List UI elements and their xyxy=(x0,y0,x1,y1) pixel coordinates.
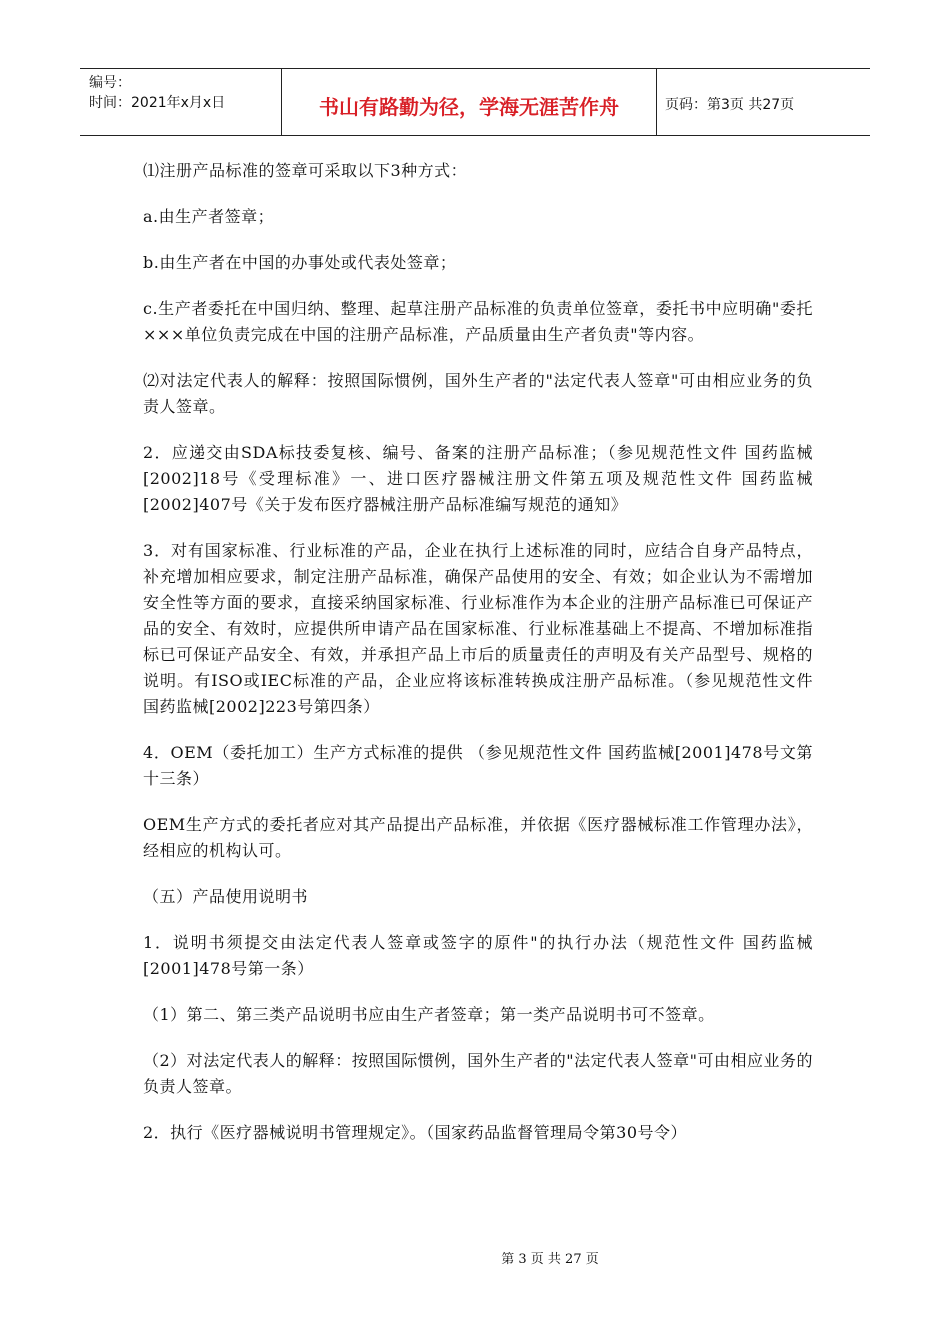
paragraph: b.由生产者在中国的办事处或代表处签章； xyxy=(143,253,457,272)
header-meta xyxy=(80,69,282,135)
paragraph: a.由生产者签章； xyxy=(143,207,275,226)
section-heading: （五）产品使用说明书 xyxy=(143,887,309,906)
paragraph: （2）对法定代表人的解释：按照国际惯例，国外生产者的"法定代表人签章"可由相应业务的负责人签章。 xyxy=(143,1051,813,1096)
paragraph: c.生产者委托在中国归纳、整理、起草注册产品标准的负责单位签章，委托书中应明确"委托×××单位负责完成在中国的注册产品标准，产品质量由生产者负责"等内容。 xyxy=(143,299,813,344)
paragraph: 1．说明书须提交由法定代表人签章或签字的原件"的执行办法（规范性文件 国药监械[2001]478号第一条） xyxy=(143,933,813,978)
paragraph: 2．应递交由SDA标技委复核、编号、备案的注册产品标准；（参见规范性文件 国药监械[2002]18号《受理标准》一、进口医疗器械注册文件第五项及规范性文件 国药监械[2002]407号《关于发布医疗器械注册产品标准编写规范的通知》 xyxy=(143,443,813,514)
paragraph: OEM生产方式的委托者应对其产品提出产品标准，并依据《医疗器械标准工作管理办法》，经相应的机构认可。 xyxy=(143,815,813,860)
page-footer: 第 3 页 共 27 页 xyxy=(501,1252,599,1267)
document-body xyxy=(143,158,813,1166)
paragraph: 2．执行《医疗器械说明书管理规定》。（国家药品监督管理局令第30号令） xyxy=(143,1123,688,1142)
time-label: 时间：2021年x月x日 xyxy=(89,95,226,111)
paragraph: 3．对有国家标准、行业标准的产品，企业在执行上述标准的同时，应结合自身产品特点，补充增加相应要求，制定注册产品标准，确保产品使用的安全、有效；如企业认为不需增加安全性等方面的要求，直接采纳国家标准、行业标准作为本企业的注册产品标准已可保证产品的安全、有效时，应提供所申请产品在国家标准、行业标准基础上不提高、不增加标准指标已可保证产品安全、有效，并承担产品上市后的质量责任的声明及有关产品型号、规格的说明。有ISO或IEC标准的产品，企业应将该标准转换成注册产品标准。（参见规范性文件 国药监械[2002]223号第四条） xyxy=(143,541,813,716)
paragraph: ⑴注册产品标准的签章可采取以下3种方式： xyxy=(143,161,468,180)
paragraph: 4．OEM（委托加工）生产方式标准的提供 （参见规范性文件 国药监械[2001]478号文第十三条） xyxy=(143,743,813,788)
number-label: 编号： xyxy=(89,75,131,91)
paragraph: （1）第二、第三类产品说明书应由生产者签章；第一类产品说明书可不签章。 xyxy=(143,1005,715,1024)
paragraph: ⑵对法定代表人的解释：按照国际惯例，国外生产者的"法定代表人签章"可由相应业务的负责人签章。 xyxy=(143,371,813,416)
header-motto: 书山有路勤为径，学海无涯苦作舟 xyxy=(282,69,657,135)
header-page-label: 页码：第3页 共27页 xyxy=(665,97,795,113)
page-header xyxy=(80,68,870,136)
